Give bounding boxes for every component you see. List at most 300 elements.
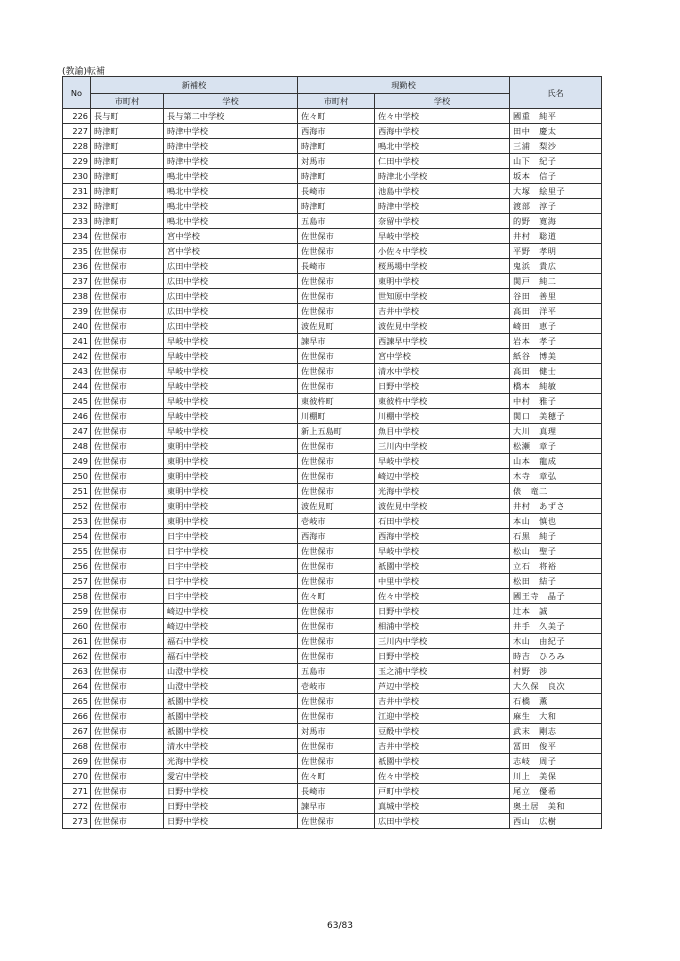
new-municipality: 佐世保市 — [91, 244, 164, 259]
table-row — [63, 544, 602, 559]
current-school: 相浦中学校 — [375, 619, 510, 634]
current-school: 西海中学校 — [375, 529, 510, 544]
teacher-name: 鬼浜 貴広 — [510, 259, 602, 274]
table-row — [63, 649, 602, 664]
current-municipality: 佐世保市 — [298, 814, 375, 829]
current-school: 崎辺中学校 — [375, 469, 510, 484]
new-school: 東明中学校 — [164, 439, 298, 454]
teacher-name: 高田 洋平 — [510, 304, 602, 319]
new-municipality: 佐世保市 — [91, 544, 164, 559]
row-number: 236 — [63, 259, 91, 274]
teacher-name: 武末 剛志 — [510, 724, 602, 739]
current-school: 豆酘中学校 — [375, 724, 510, 739]
table-row — [63, 394, 602, 409]
new-school: 山澄中学校 — [164, 664, 298, 679]
new-school: 鳴北中学校 — [164, 214, 298, 229]
teacher-name: 冨田 俊平 — [510, 739, 602, 754]
header-new-school-name: 学校 — [164, 94, 298, 109]
row-number: 272 — [63, 799, 91, 814]
row-number: 259 — [63, 604, 91, 619]
teacher-name: 田中 慶太 — [510, 124, 602, 139]
table-row — [63, 424, 602, 439]
row-number: 226 — [63, 109, 91, 124]
current-school: 日野中学校 — [375, 604, 510, 619]
table-row — [63, 304, 602, 319]
new-municipality: 佐世保市 — [91, 574, 164, 589]
new-school: 崎辺中学校 — [164, 604, 298, 619]
teacher-name: 奥土居 美和 — [510, 799, 602, 814]
table-row — [63, 679, 602, 694]
teacher-name: 石黒 純子 — [510, 529, 602, 544]
row-number: 254 — [63, 529, 91, 544]
row-number: 265 — [63, 694, 91, 709]
current-school: 江迎中学校 — [375, 709, 510, 724]
row-number: 228 — [63, 139, 91, 154]
row-number: 233 — [63, 214, 91, 229]
table-row — [63, 529, 602, 544]
table-row — [63, 274, 602, 289]
new-municipality: 佐世保市 — [91, 499, 164, 514]
new-school: 時津中学校 — [164, 139, 298, 154]
row-number: 245 — [63, 394, 91, 409]
current-municipality: 波佐見町 — [298, 319, 375, 334]
teacher-name: 村野 渉 — [510, 664, 602, 679]
current-school: 芦辺中学校 — [375, 679, 510, 694]
current-school: 池島中学校 — [375, 184, 510, 199]
current-municipality: 佐世保市 — [298, 544, 375, 559]
table-row — [63, 634, 602, 649]
teacher-name: 松山 聖子 — [510, 544, 602, 559]
current-municipality: 佐世保市 — [298, 694, 375, 709]
current-school: 三川内中学校 — [375, 634, 510, 649]
current-municipality: 佐世保市 — [298, 559, 375, 574]
new-school: 早岐中学校 — [164, 334, 298, 349]
table-body — [63, 109, 602, 829]
teacher-name: 関戸 純二 — [510, 274, 602, 289]
current-school: 日野中学校 — [375, 649, 510, 664]
new-school: 山澄中学校 — [164, 679, 298, 694]
new-school: 日宇中学校 — [164, 544, 298, 559]
current-school: 真城中学校 — [375, 799, 510, 814]
current-school: 三川内中学校 — [375, 439, 510, 454]
row-number: 232 — [63, 199, 91, 214]
current-municipality: 佐世保市 — [298, 244, 375, 259]
row-number: 238 — [63, 289, 91, 304]
row-number: 263 — [63, 664, 91, 679]
row-number: 261 — [63, 634, 91, 649]
row-number: 273 — [63, 814, 91, 829]
new-school: 広田中学校 — [164, 319, 298, 334]
current-school: 佐々中学校 — [375, 589, 510, 604]
row-number: 235 — [63, 244, 91, 259]
current-school: 広田中学校 — [375, 814, 510, 829]
new-school: 早岐中学校 — [164, 394, 298, 409]
current-school: 石田中学校 — [375, 514, 510, 529]
table-row — [63, 229, 602, 244]
row-number: 270 — [63, 769, 91, 784]
new-municipality: 佐世保市 — [91, 274, 164, 289]
table-row — [63, 124, 602, 139]
current-school: 宮中学校 — [375, 349, 510, 364]
current-municipality: 長崎市 — [298, 184, 375, 199]
new-municipality: 佐世保市 — [91, 439, 164, 454]
teacher-name: 中村 雅子 — [510, 394, 602, 409]
current-school: 光海中学校 — [375, 484, 510, 499]
current-school: 桜馬場中学校 — [375, 259, 510, 274]
current-municipality: 五島市 — [298, 214, 375, 229]
new-school: 清水中学校 — [164, 739, 298, 754]
current-school: 清水中学校 — [375, 364, 510, 379]
new-municipality: 佐世保市 — [91, 289, 164, 304]
current-municipality: 佐世保市 — [298, 469, 375, 484]
table-row — [63, 154, 602, 169]
current-municipality: 五島市 — [298, 664, 375, 679]
current-school: 時津中学校 — [375, 199, 510, 214]
table-row — [63, 379, 602, 394]
row-number: 246 — [63, 409, 91, 424]
teacher-name: 山下 紀子 — [510, 154, 602, 169]
current-school: 波佐見中学校 — [375, 319, 510, 334]
current-municipality: 佐世保市 — [298, 274, 375, 289]
new-school: 東明中学校 — [164, 499, 298, 514]
new-school: 日宇中学校 — [164, 559, 298, 574]
new-municipality: 時津町 — [91, 124, 164, 139]
new-school: 宮中学校 — [164, 244, 298, 259]
teacher-name: 木山 由紀子 — [510, 634, 602, 649]
current-school: 玉之浦中学校 — [375, 664, 510, 679]
teacher-name: 石橋 薫 — [510, 694, 602, 709]
new-municipality: 佐世保市 — [91, 394, 164, 409]
current-municipality: 波佐見町 — [298, 499, 375, 514]
new-school: 日宇中学校 — [164, 574, 298, 589]
new-school: 東明中学校 — [164, 484, 298, 499]
row-number: 253 — [63, 514, 91, 529]
new-school: 鳴北中学校 — [164, 169, 298, 184]
current-municipality: 壱岐市 — [298, 679, 375, 694]
current-municipality: 時津町 — [298, 199, 375, 214]
transfer-table — [62, 76, 602, 829]
row-number: 248 — [63, 439, 91, 454]
new-school: 日宇中学校 — [164, 529, 298, 544]
new-school: 早岐中学校 — [164, 409, 298, 424]
row-number: 243 — [63, 364, 91, 379]
new-municipality: 時津町 — [91, 214, 164, 229]
current-municipality: 西海市 — [298, 529, 375, 544]
new-school: 広田中学校 — [164, 259, 298, 274]
new-school: 長与第二中学校 — [164, 109, 298, 124]
current-municipality: 佐世保市 — [298, 289, 375, 304]
new-municipality: 佐世保市 — [91, 679, 164, 694]
teacher-name: 山本 龍成 — [510, 454, 602, 469]
teacher-name: 立石 将裕 — [510, 559, 602, 574]
table-row — [63, 724, 602, 739]
new-school: 福石中学校 — [164, 634, 298, 649]
teacher-name: 大塚 絵里子 — [510, 184, 602, 199]
current-municipality: 佐世保市 — [298, 604, 375, 619]
teacher-name: 関口 美穂子 — [510, 409, 602, 424]
page-number: 63/83 — [327, 921, 353, 931]
new-municipality: 長与町 — [91, 109, 164, 124]
current-school: 祇園中学校 — [375, 754, 510, 769]
current-municipality: 諫早市 — [298, 334, 375, 349]
table-row — [63, 769, 602, 784]
row-number: 262 — [63, 649, 91, 664]
new-school: 崎辺中学校 — [164, 619, 298, 634]
teacher-name: 木寺 章弘 — [510, 469, 602, 484]
current-municipality: 長崎市 — [298, 784, 375, 799]
table-row — [63, 514, 602, 529]
current-school: 吉井中学校 — [375, 694, 510, 709]
table-row — [63, 439, 602, 454]
new-municipality: 佐世保市 — [91, 349, 164, 364]
current-municipality: 佐世保市 — [298, 439, 375, 454]
teacher-name: 松田 結子 — [510, 574, 602, 589]
new-school: 日野中学校 — [164, 799, 298, 814]
new-school: 宮中学校 — [164, 229, 298, 244]
teacher-name: 俵 竜二 — [510, 484, 602, 499]
new-municipality: 佐世保市 — [91, 379, 164, 394]
teacher-name: 麻生 大和 — [510, 709, 602, 724]
current-school: 魚目中学校 — [375, 424, 510, 439]
new-municipality: 佐世保市 — [91, 469, 164, 484]
current-school: 川棚中学校 — [375, 409, 510, 424]
new-municipality: 佐世保市 — [91, 589, 164, 604]
table-row — [63, 169, 602, 184]
header-current-school-name: 学校 — [375, 94, 510, 109]
table-row — [63, 319, 602, 334]
new-school: 早岐中学校 — [164, 349, 298, 364]
new-municipality: 時津町 — [91, 139, 164, 154]
table-row — [63, 469, 602, 484]
table-row — [63, 604, 602, 619]
row-number: 234 — [63, 229, 91, 244]
new-school: 広田中学校 — [164, 304, 298, 319]
current-school: 吉井中学校 — [375, 304, 510, 319]
table-row — [63, 694, 602, 709]
table-row — [63, 559, 602, 574]
current-school: 西諫早中学校 — [375, 334, 510, 349]
table-row — [63, 799, 602, 814]
new-municipality: 佐世保市 — [91, 724, 164, 739]
new-school: 早岐中学校 — [164, 379, 298, 394]
new-municipality: 佐世保市 — [91, 799, 164, 814]
table-row — [63, 244, 602, 259]
row-number: 244 — [63, 379, 91, 394]
current-municipality: 佐世保市 — [298, 454, 375, 469]
teacher-name: 平野 孝明 — [510, 244, 602, 259]
current-school: 吉井中学校 — [375, 739, 510, 754]
teacher-name: 的野 寛海 — [510, 214, 602, 229]
new-municipality: 時津町 — [91, 184, 164, 199]
new-municipality: 佐世保市 — [91, 649, 164, 664]
teacher-name: 志岐 周子 — [510, 754, 602, 769]
current-municipality: 時津町 — [298, 169, 375, 184]
current-school: 戸町中学校 — [375, 784, 510, 799]
teacher-name: 渡部 淳子 — [510, 199, 602, 214]
teacher-name: 三浦 梨沙 — [510, 139, 602, 154]
row-number: 256 — [63, 559, 91, 574]
new-municipality: 佐世保市 — [91, 304, 164, 319]
teacher-name: 坂本 信子 — [510, 169, 602, 184]
new-municipality: 佐世保市 — [91, 754, 164, 769]
new-municipality: 佐世保市 — [91, 619, 164, 634]
row-number: 237 — [63, 274, 91, 289]
row-number: 252 — [63, 499, 91, 514]
table-row — [63, 349, 602, 364]
new-municipality: 佐世保市 — [91, 769, 164, 784]
new-school: 時津中学校 — [164, 154, 298, 169]
teacher-name: 大川 真理 — [510, 424, 602, 439]
row-number: 271 — [63, 784, 91, 799]
table-row — [63, 454, 602, 469]
header-name: 氏名 — [510, 77, 602, 109]
row-number: 266 — [63, 709, 91, 724]
current-municipality: 川棚町 — [298, 409, 375, 424]
teacher-name: 松瀬 章子 — [510, 439, 602, 454]
teacher-name: 岩本 孝子 — [510, 334, 602, 349]
row-number: 258 — [63, 589, 91, 604]
table-row — [63, 814, 602, 829]
teacher-name: 國重 純平 — [510, 109, 602, 124]
new-municipality: 佐世保市 — [91, 604, 164, 619]
row-number: 231 — [63, 184, 91, 199]
new-school: 東明中学校 — [164, 454, 298, 469]
teacher-name: 時吉 ひろみ — [510, 649, 602, 664]
new-municipality: 佐世保市 — [91, 814, 164, 829]
teacher-name: 本山 慎也 — [510, 514, 602, 529]
new-municipality: 時津町 — [91, 154, 164, 169]
current-municipality: 佐世保市 — [298, 634, 375, 649]
header-new-municipality: 市町村 — [91, 94, 164, 109]
new-school: 福石中学校 — [164, 649, 298, 664]
new-school: 日宇中学校 — [164, 589, 298, 604]
current-municipality: 長崎市 — [298, 259, 375, 274]
table-row — [63, 139, 602, 154]
current-municipality: 時津町 — [298, 139, 375, 154]
current-school: 時津北小学校 — [375, 169, 510, 184]
new-municipality: 佐世保市 — [91, 529, 164, 544]
row-number: 257 — [63, 574, 91, 589]
current-municipality: 佐世保市 — [298, 229, 375, 244]
new-school: 鳴北中学校 — [164, 184, 298, 199]
table-row — [63, 664, 602, 679]
teacher-name: 崎田 恵子 — [510, 319, 602, 334]
current-municipality: 対馬市 — [298, 724, 375, 739]
row-number: 227 — [63, 124, 91, 139]
table-row — [63, 619, 602, 634]
header-current-municipality: 市町村 — [298, 94, 375, 109]
row-number: 260 — [63, 619, 91, 634]
new-school: 時津中学校 — [164, 124, 298, 139]
teacher-name: 高田 健士 — [510, 364, 602, 379]
new-school: 鳴北中学校 — [164, 199, 298, 214]
teacher-name: 辻本 誠 — [510, 604, 602, 619]
current-municipality: 佐世保市 — [298, 379, 375, 394]
table-row — [63, 334, 602, 349]
header-no: No — [63, 77, 91, 109]
table-row — [63, 784, 602, 799]
row-number: 264 — [63, 679, 91, 694]
current-municipality: 佐世保市 — [298, 484, 375, 499]
table-row — [63, 754, 602, 769]
new-municipality: 佐世保市 — [91, 694, 164, 709]
teacher-name: 大久保 良次 — [510, 679, 602, 694]
teacher-name: 川上 美保 — [510, 769, 602, 784]
current-municipality: 対馬市 — [298, 154, 375, 169]
current-municipality: 佐世保市 — [298, 349, 375, 364]
new-municipality: 佐世保市 — [91, 664, 164, 679]
table-row — [63, 199, 602, 214]
row-number: 239 — [63, 304, 91, 319]
new-school: 祇園中学校 — [164, 709, 298, 724]
current-school: 仁田中学校 — [375, 154, 510, 169]
new-school: 広田中学校 — [164, 289, 298, 304]
new-school: 日野中学校 — [164, 784, 298, 799]
table-row — [63, 289, 602, 304]
current-municipality: 佐世保市 — [298, 304, 375, 319]
table-row — [63, 409, 602, 424]
row-number: 269 — [63, 754, 91, 769]
row-number: 247 — [63, 424, 91, 439]
current-municipality: 壱岐市 — [298, 514, 375, 529]
row-number: 268 — [63, 739, 91, 754]
new-municipality: 佐世保市 — [91, 259, 164, 274]
row-number: 249 — [63, 454, 91, 469]
table-row — [63, 739, 602, 754]
current-school: 世知原中学校 — [375, 289, 510, 304]
table-row — [63, 484, 602, 499]
table-row — [63, 259, 602, 274]
current-school: 中里中学校 — [375, 574, 510, 589]
row-number: 255 — [63, 544, 91, 559]
current-municipality: 諫早市 — [298, 799, 375, 814]
table-row — [63, 589, 602, 604]
teacher-name: 尾立 優希 — [510, 784, 602, 799]
current-municipality: 佐々町 — [298, 109, 375, 124]
new-municipality: 佐世保市 — [91, 559, 164, 574]
new-municipality: 時津町 — [91, 169, 164, 184]
new-school: 東明中学校 — [164, 469, 298, 484]
current-municipality: 佐世保市 — [298, 364, 375, 379]
new-municipality: 佐世保市 — [91, 424, 164, 439]
row-number: 250 — [63, 469, 91, 484]
table-row — [63, 214, 602, 229]
new-school: 早岐中学校 — [164, 424, 298, 439]
current-school: 小佐々中学校 — [375, 244, 510, 259]
current-school: 東彼杵中学校 — [375, 394, 510, 409]
teacher-name: 橋本 純敏 — [510, 379, 602, 394]
new-municipality: 佐世保市 — [91, 514, 164, 529]
new-municipality: 佐世保市 — [91, 709, 164, 724]
teacher-name: 井村 聡道 — [510, 229, 602, 244]
current-school: 奈留中学校 — [375, 214, 510, 229]
new-municipality: 佐世保市 — [91, 634, 164, 649]
new-municipality: 佐世保市 — [91, 739, 164, 754]
current-school: 佐々中学校 — [375, 109, 510, 124]
teacher-name: 紙谷 博美 — [510, 349, 602, 364]
teacher-name: 井手 久美子 — [510, 619, 602, 634]
new-school: 光海中学校 — [164, 754, 298, 769]
row-number: 229 — [63, 154, 91, 169]
current-school: 早岐中学校 — [375, 229, 510, 244]
new-school: 祇園中学校 — [164, 724, 298, 739]
current-school: 佐々中学校 — [375, 769, 510, 784]
new-municipality: 佐世保市 — [91, 484, 164, 499]
current-municipality: 佐世保市 — [298, 619, 375, 634]
header-new-school: 新補校 — [91, 77, 298, 94]
new-municipality: 佐世保市 — [91, 784, 164, 799]
teacher-name: 井村 あずさ — [510, 499, 602, 514]
